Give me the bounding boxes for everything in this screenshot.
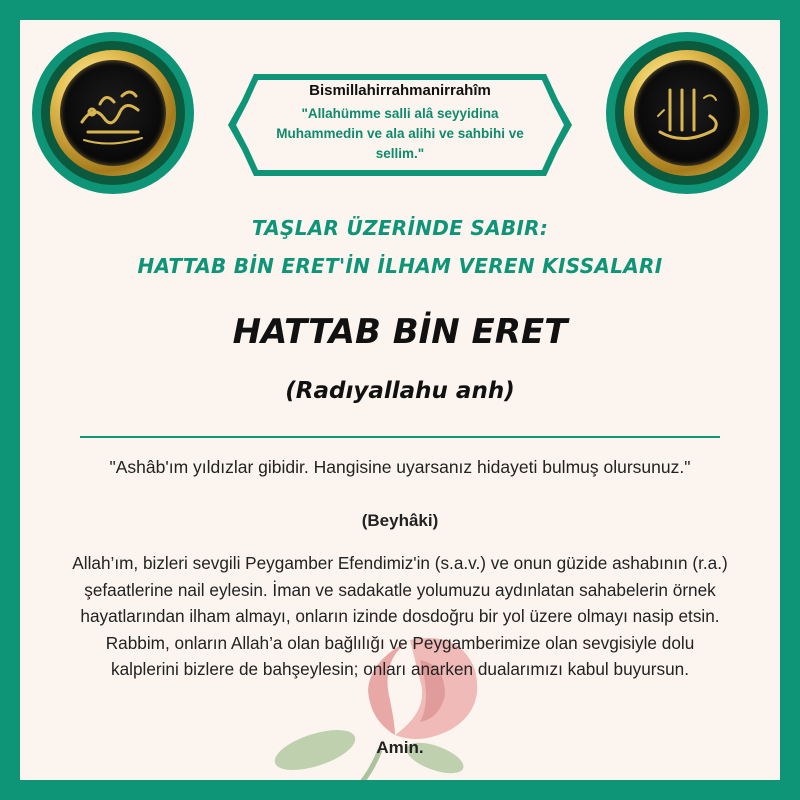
muhammad-calligraphy-icon bbox=[32, 32, 194, 194]
bismillah-text: Bismillahirrahmanirrahîm bbox=[309, 82, 491, 99]
prayer-closing: Amin. bbox=[376, 738, 424, 757]
salawat-banner bbox=[224, 70, 576, 180]
allah-calligraphy-icon bbox=[606, 32, 768, 194]
hadith-quote: "Ashâb'ım yıldızlar gibidir. Hangisine uyarsanız hidayeti bulmuş olursunuz." bbox=[109, 457, 691, 477]
honorific: (Radıyallahu anh) bbox=[285, 378, 515, 404]
page-title: HATTAB BİN ERET bbox=[232, 312, 568, 352]
poster bbox=[20, 20, 780, 780]
prayer-text: Allah’ım, bizleri sevgili Peygamber Efendimiz'in (s.a.v.) ve onun güzide ashabının (r.a.) şefaatlerine nail eylesin. İman ve sadakatle yolumuzu aydınlatan sahabelerin örnek hayatlarından ilham almayı, onların izinde dosdoğru bir yol üzere olmayı nasip etsin. Rabbim, onların Allah’a olan bağlılığı ve Peygamberimize olan sevgisiyle dolu kalplerini bizlere de bahşeylesin; onları anarken dualarımızı kabul buyursun. bbox=[72, 553, 728, 679]
subtitle-line-2: HATTAB BİN ERET'İN İLHAM VEREN KISSALARI bbox=[137, 254, 663, 278]
subtitle-line-1: TAŞLAR ÜZERİNDE SABIR: bbox=[251, 216, 549, 240]
divider bbox=[80, 436, 720, 438]
hadith-source: (Beyhâki) bbox=[361, 511, 439, 530]
salawat-text: "Allahümme salli alâ seyyidina Muhammedin ve ala alihi ve sahbihi ve sellim." bbox=[276, 106, 524, 161]
